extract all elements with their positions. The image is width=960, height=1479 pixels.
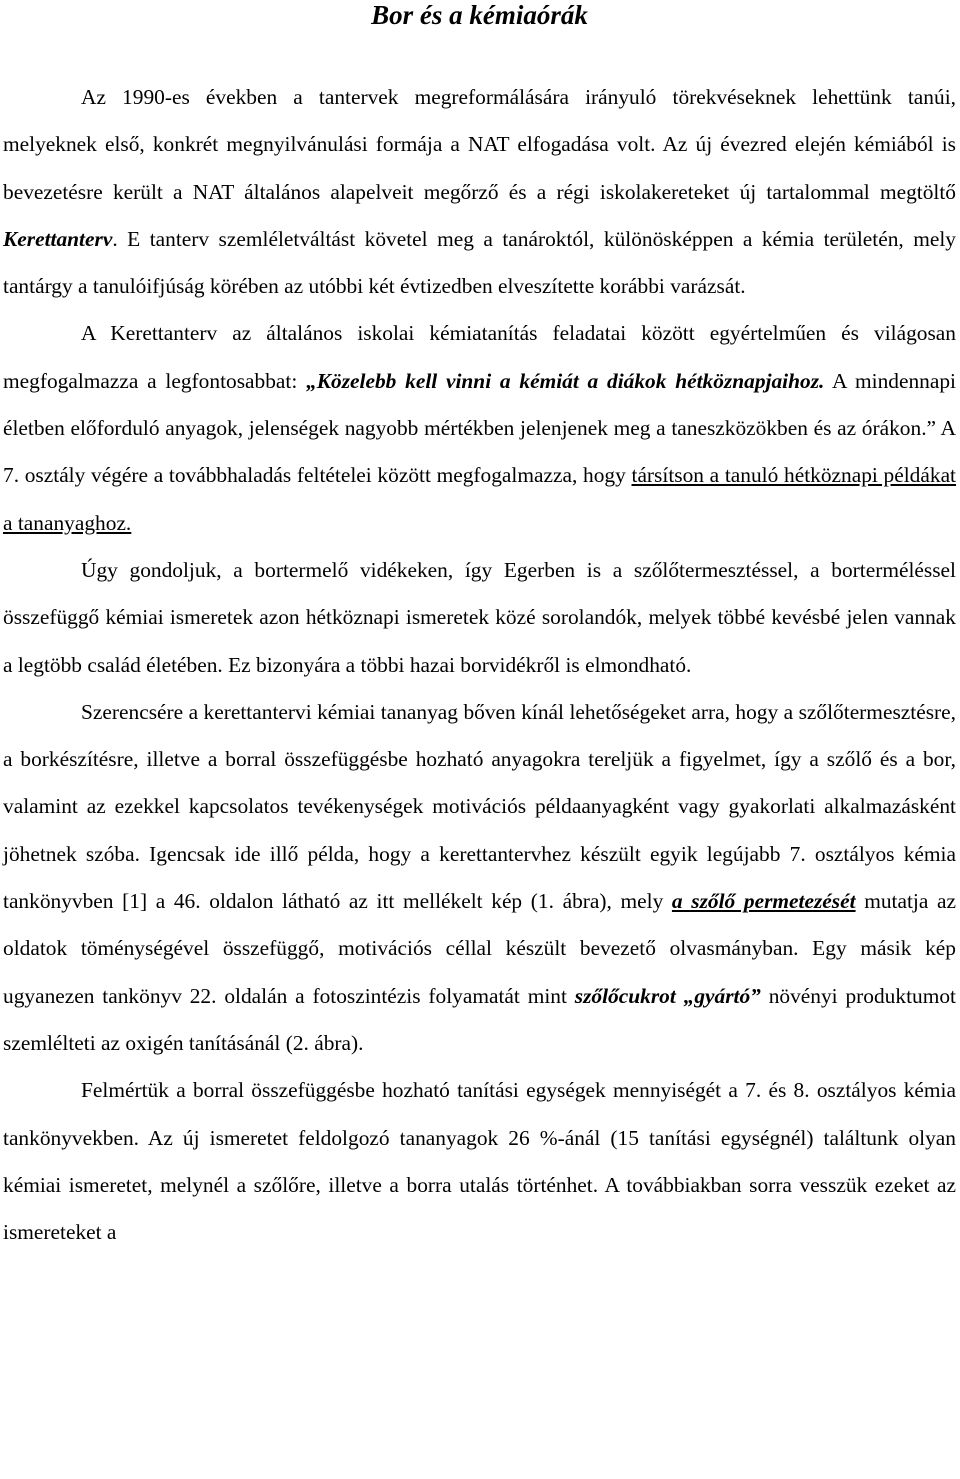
- paragraph-3: [3, 547, 956, 689]
- text-run: „Közelebb kell vinni a kémiát a diákok hétköznapjaihoz.: [306, 368, 825, 393]
- document-title: Bor és a kémiaórák: [371, 0, 588, 30]
- paragraph-5: [3, 1067, 956, 1256]
- text-run: A Kerettanterv az általános iskolai kémiatanítás feladatai között egyértelműen és világosan megfogalmazza a legfontosabbat:: [3, 321, 956, 393]
- text-run: mutatja az oldatok töménységével összefüggő, motivációs céllal készült bevezető olvasmányban. Egy másik kép ugyanezen tankönyv 22. oldalán a fotoszintézis folyamatát mint: [3, 889, 956, 1008]
- text-run: szőlőcukrot „gyártó”: [574, 983, 761, 1008]
- document-body: [3, 74, 956, 1256]
- text-run: Kerettanterv: [3, 226, 113, 251]
- text-run: Úgy gondoljuk, a bortermelő vidékeken, így Egerben is a szőlőtermesztéssel, a borterméléssel összefüggő kémiai ismeretek azon hétköznapi ismeretek közé sorolandók, melyek többé kevésbé jelen vannak a legtöbb család életében. Ez bizonyára a többi hazai borvidékről is elmondható.: [3, 557, 956, 677]
- text-run: Az 1990-es években a tantervek megreformálására irányuló törekvéseknek lehettünk tanúi, melyeknek első, konkrét megnyilvánulási formája a NAT elfogadása volt. Az új évezred elején kémiából is bevezetésre került a NAT általános alapelveit megőrző és a régi iskolakereteket új tartalommal megtöltő: [3, 85, 956, 204]
- text-run: a szőlő permetezését: [671, 889, 856, 914]
- text-run: . E tanterv szemléletváltást követel meg a tanároktól, különösképpen a kémia területén, mely tantárgy a tanulóifjúság körében az utóbbi két évtizedben elveszítette korábbi varázsát.: [3, 226, 956, 299]
- paragraph-2: [3, 310, 956, 546]
- text-run: A mindennapi életben előforduló anyagok, jelenségek nagyobb mértékben jelenjenek meg a taneszközökben és az órákon.” A 7. osztály végére a továbbhaladás feltételei között megfogalmazza, hogy: [3, 368, 956, 488]
- text-run: Szerencsére a kerettantervi kémiai tananyag bőven kínál lehetőségeket arra, hogy a szőlőtermesztésre, a borkészítésre, illetve a borral összefüggésbe hozható anyagokra tereljük a figyelmet, így a szőlő és a bor, valamint az ezekkel kapcsolatos tevékenységek motivációs példaanyagként vagy gyakorlati alkalmazásként jöhetnek szóba. Igencsak ide illő példa, hogy a kerettantervhez készült egyik legújabb 7. osztályos kémia tankönyvben [1] a 46. oldalon látható az itt mellékelt kép (1. ábra), mely: [3, 699, 956, 914]
- text-run: növényi produktumot szemlélteti az oxigén tanításánál (2. ábra).: [3, 983, 956, 1055]
- text-run: Felmértük a borral összefüggésbe hozható tanítási egységek mennyiségét a 7. és 8. osztályos kémia tankönyvekben. Az új ismeretet feldolgozó tananyagok 26 %-ánál (15 tanítási egységnél) találtunk olyan kémiai ismeretet, melynél a szőlőre, illetve a borra utalás történhet. A továbbiakban sorra vesszük ezeket az ismereteket a: [3, 1078, 956, 1245]
- paragraph-1: [3, 74, 956, 310]
- text-run: társítson a tanuló hétköznapi példákat a tananyaghoz.: [3, 463, 957, 535]
- paragraph-4: [3, 689, 956, 1067]
